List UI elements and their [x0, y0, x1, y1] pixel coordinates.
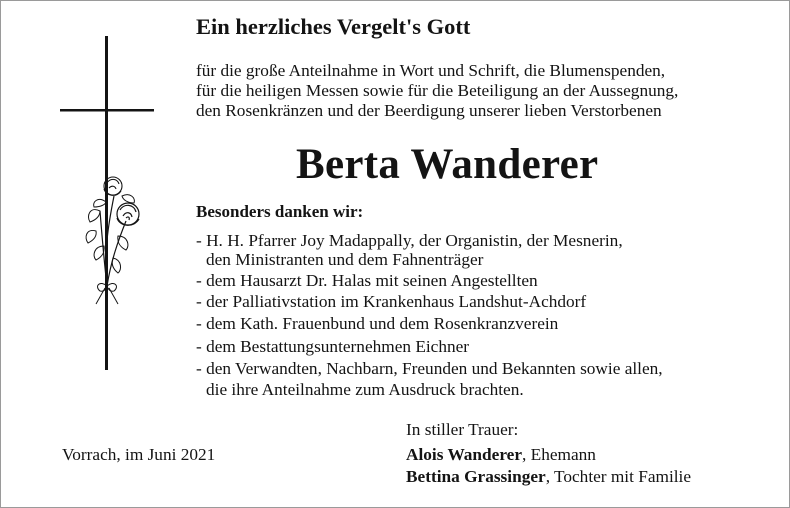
thanks-line: - dem Hausarzt Dr. Halas mit seinen Angestellten	[196, 271, 538, 290]
cross-with-roses-icon	[56, 36, 166, 376]
place-date: Vorrach, im Juni 2021	[62, 445, 216, 464]
intro-line: den Rosenkränzen und der Beerdigung unserer lieben Verstorbenen	[196, 101, 662, 120]
thanks-line: die ihre Anteilnahme zum Ausdruck brachten.	[206, 380, 524, 399]
signer-name: Alois Wanderer	[406, 445, 523, 464]
thanks-line: - H. H. Pfarrer Joy Madappally, der Organistin, der Mesnerin,	[196, 231, 623, 250]
intro-line: für die große Anteilnahme in Wort und Schrift, die Blumenspenden,	[196, 61, 666, 80]
deceased-name: Berta Wanderer	[296, 141, 599, 188]
thanks-line: - der Palliativstation im Krankenhaus Landshut-Achdorf	[196, 292, 587, 311]
heading: Ein herzliches Vergelt's Gott	[196, 14, 471, 39]
signer-name: Bettina Grassinger	[406, 467, 546, 486]
thanks-heading: Besonders danken wir:	[196, 202, 364, 221]
thanks-line: - dem Kath. Frauenbund und dem Rosenkranzverein	[196, 314, 559, 333]
intro-line: für die heiligen Messen sowie für die Beteiligung an der Aussegnung,	[196, 81, 679, 100]
signer-relation: , Ehemann	[522, 445, 596, 464]
thanks-line: - dem Bestattungsunternehmen Eichner	[196, 337, 470, 356]
thanks-line: - den Verwandten, Nachbarn, Freunden und Bekannten sowie allen,	[196, 359, 663, 378]
mourning-label: In stiller Trauer:	[406, 420, 519, 439]
thanks-line: den Ministranten und dem Fahnenträger	[206, 250, 484, 269]
signer	[406, 445, 596, 465]
signer-relation: , Tochter mit Familie	[545, 467, 692, 486]
signer	[406, 467, 691, 487]
